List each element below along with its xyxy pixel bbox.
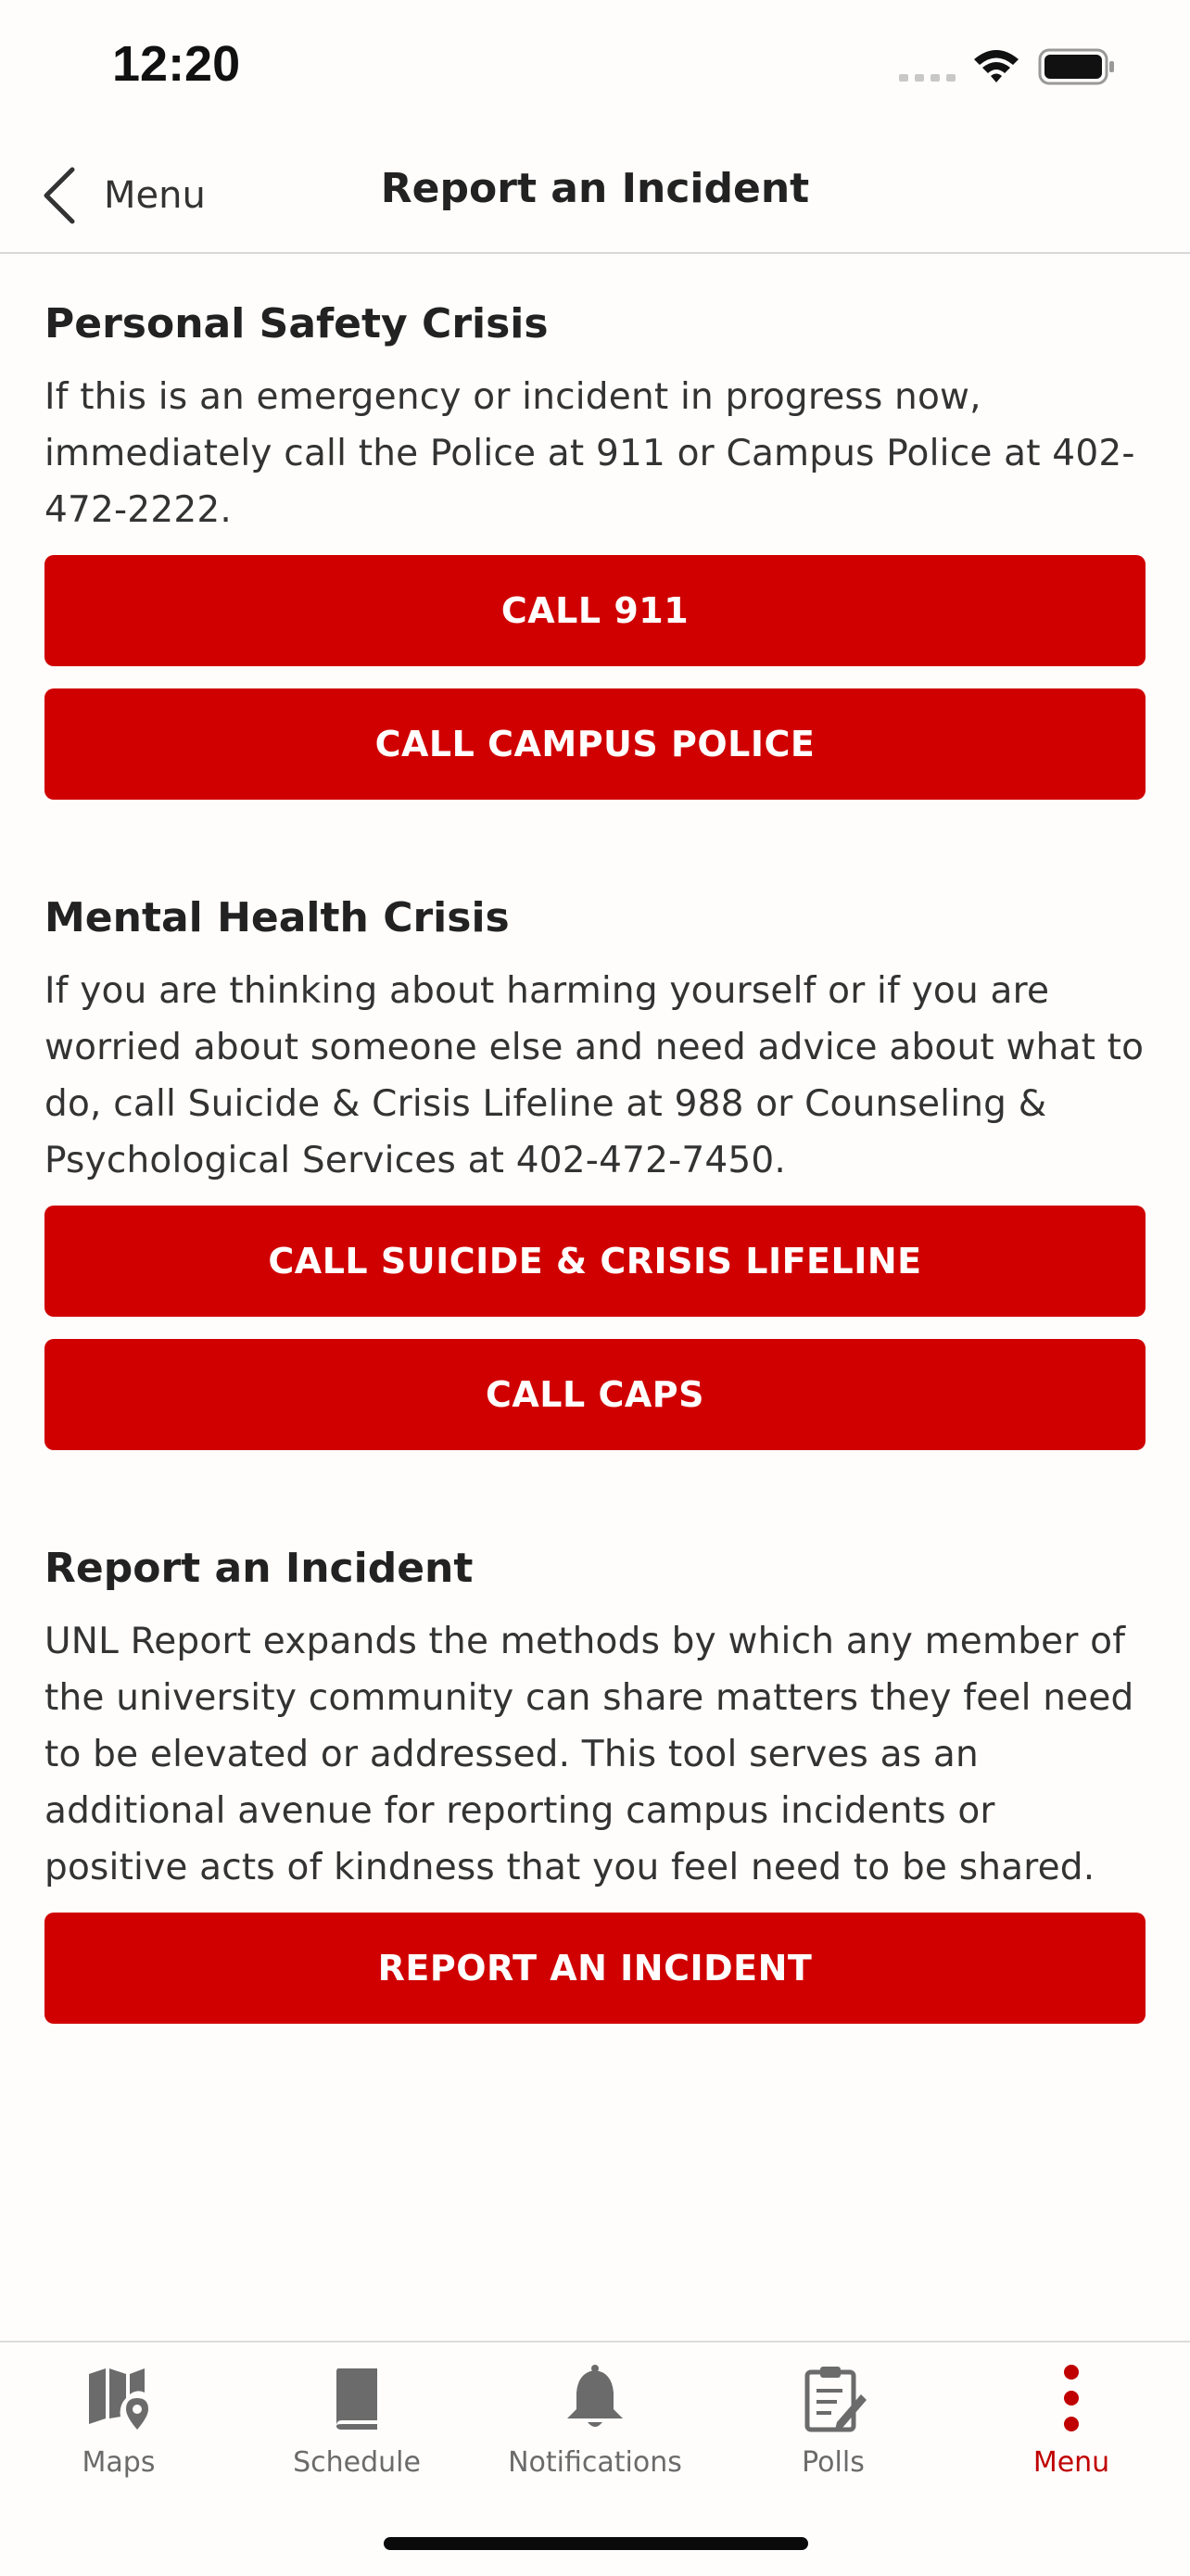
section-title: Personal Safety Crisis — [44, 300, 549, 347]
call-campus-police-button[interactable]: CALL CAMPUS POLICE — [44, 688, 1146, 800]
status-time: 12:20 — [112, 36, 241, 92]
main-content — [44, 252, 1146, 2024]
tab-maps[interactable] — [0, 2361, 237, 2500]
more-vertical-icon — [1034, 2361, 1108, 2435]
tab-label: Schedule — [293, 2446, 421, 2479]
report-incident-section — [44, 1450, 1146, 2024]
battery-icon — [1038, 48, 1116, 85]
nav-header — [0, 139, 1190, 254]
tab-label: Polls — [802, 2446, 865, 2479]
section-title: Report an Incident — [44, 1545, 474, 1592]
tab-label: Notifications — [508, 2446, 682, 2479]
mental-health-section — [44, 800, 1146, 1450]
wifi-icon — [971, 46, 1021, 83]
page-title: Report an Incident — [380, 165, 810, 212]
personal-safety-section — [44, 252, 1146, 800]
back-label: Menu — [104, 174, 206, 217]
section-body: If you are thinking about harming yourself or if you are worried about someone else and need advice about what to do, call Suicide & Crisis Lifeline at 988 or Counseling & Psychological Services at 402-472-7450. — [44, 970, 1145, 1181]
clipboard-icon — [796, 2361, 870, 2435]
section-body: UNL Report expands the methods by which any member of the university community can share matters they feel need to be elevated or addressed. This tool serves as an additional avenue for reporting campus incidents or positive acts of kindness that you feel need to be shared. — [44, 1621, 1134, 1888]
bell-icon — [558, 2361, 632, 2435]
call-suicide-crisis-lifeline-button[interactable]: CALL SUICIDE & CRISIS LIFELINE — [44, 1206, 1146, 1317]
book-icon — [320, 2361, 394, 2435]
section-title: Mental Health Crisis — [44, 894, 510, 941]
call-caps-button[interactable]: CALL CAPS — [44, 1339, 1146, 1450]
tab-notifications[interactable] — [476, 2361, 714, 2500]
tab-schedule[interactable] — [238, 2361, 475, 2500]
tab-label: Maps — [82, 2446, 156, 2479]
tab-label: Menu — [1032, 2446, 1110, 2479]
cellular-signal-icon — [899, 72, 956, 83]
map-icon — [82, 2361, 156, 2435]
section-body: If this is an emergency or incident in progress now, immediately call the Police at 911 or Campus Police at 402-472-2222. — [44, 376, 1135, 531]
call-911-button[interactable]: CALL 911 — [44, 555, 1146, 666]
tab-polls[interactable] — [715, 2361, 952, 2500]
status-bar — [0, 0, 1190, 139]
report-incident-button[interactable]: REPORT AN INCIDENT — [44, 1913, 1146, 2024]
home-indicator — [384, 2537, 808, 2550]
tab-menu[interactable] — [953, 2361, 1190, 2500]
